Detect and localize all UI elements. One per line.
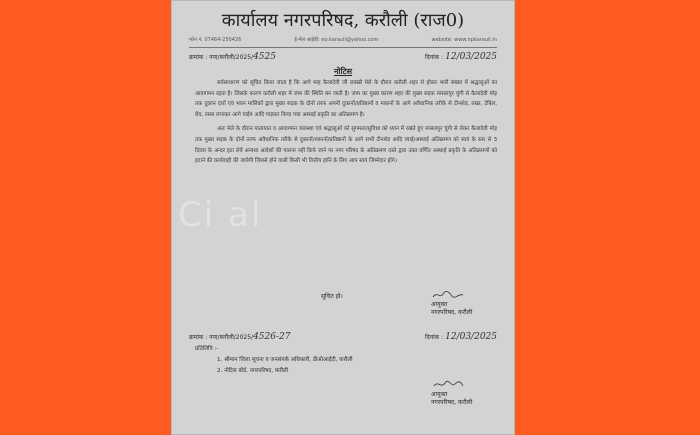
date-label-2: दिनांक :	[425, 334, 444, 341]
reference-date	[425, 52, 497, 62]
notice-title: नोटिस	[333, 67, 353, 76]
reference-value: 4525	[253, 52, 276, 62]
copy-to-item: 2. नोटिस बोर्ड, नगरपरिषद, करौली	[217, 368, 289, 374]
body-paragraph: अतः मेले के दौरान यातायात व आवागमन व्यवस्था एवं श्रद्धालुओं को सुगमता/सुविधा को ध्यान में रखते हुए मासलपुर चुंगी से लेकर कैलादेवी मोड़ तक मुख्य सड़क के दोनों तरफ अवैधानिक तरीके से दुकानों/मकानों/प्रतिष्ठानों के आगे सभी टीनशेड आदि व्याई/अस्थाई अतिक्रमण को स्वयं के स्तर से 3 दिवस के अन्दर हटा लेवें अन्यथा आदेशों की पालना नहीं किये जाने पर नगर परिषद के अतिक्रमण दस्ते द्वारा उक्त वर्णित अस्थाई प्रकृति के अतिक्रमणों को हटाने की कार्यवाही की जायेगी जिससे होने वाली किसी भी वित्तीय हानि के लिए आप स्वयं जिम्मेदार होंगे।	[195, 126, 497, 165]
office-title: कार्यालय नगरपरिषद, करौली (राज0)	[221, 10, 465, 31]
reference-number	[189, 52, 276, 62]
reference-label: क्रमांक : नपा/करौली/2025/	[189, 54, 254, 61]
date-value-2: 12/03/2025	[445, 332, 497, 342]
signature-title: आयुक्त	[431, 301, 448, 308]
signature-office: नगरपरिषद, करौली	[431, 309, 473, 316]
reference-value-2: 4526-27	[253, 332, 291, 342]
signature-title-2: आयुक्त	[431, 391, 448, 398]
signature-icon	[431, 290, 465, 300]
contact-row	[189, 37, 497, 48]
watermark: Ci al	[178, 195, 263, 235]
thanks-text: सूचित हो।	[321, 293, 343, 300]
reference-number-2	[189, 332, 290, 342]
website-text: website: www.npkarauli.in	[431, 37, 497, 43]
signature-block	[431, 290, 472, 316]
reference-row	[189, 49, 497, 65]
signature-office-2: नगरपरिषद, करौली	[431, 399, 473, 406]
phone-text: फोन नं. 07464-250426	[189, 37, 242, 43]
signature-block-2	[431, 380, 472, 406]
body-paragraph: सर्वसाधारण को सूचित किया जाता है कि आगे माह कैलादेवी जी लक्खी मेले के दौरान करौली शहर से होकर भारी संख्या में श्रद्धालुओं का आवागमन रहता है। जिसके कारण करौली शहर में जाम की स्थिति बन जाती है। जाम का मुख्य कारण शहर की मुख्य सड़क मासलपुर चुंगी से कैलादेवी मोड़ तक दुकान दारों एवं भवन मालिकों द्वारा मुख्य सड़क के दोनों तरफ अपनी दुकानों/प्रतिष्ठानों व मकानों के आगे अवैधानिक तरीके से टीनशेड, तख्त, टेबिल, बेंच, रस्सा लगाकर आगे पाईप आदि गाड़कर किया गया अस्थाई प्रकृति का अतिक्रमण है।	[195, 80, 497, 118]
copy-to-block	[195, 344, 353, 377]
reference-date-2	[425, 332, 497, 342]
email-text: ई-मेल आईडी: eo.karauli@yahoo.com	[294, 37, 379, 43]
date-label: दिनांक :	[425, 54, 444, 61]
signature-icon	[431, 380, 465, 390]
reference-row-2	[189, 330, 497, 344]
notice-body	[195, 78, 497, 171]
copy-to-label: प्रतिलिपि :-	[195, 346, 219, 352]
copy-to-item: 1. श्रीमान जिला सूचना व जनसंपर्क अधिकारी, डीओआईटी, करौली	[217, 357, 353, 363]
reference-label-2: क्रमांक : नपा/करौली/2025/	[189, 334, 254, 341]
date-value: 12/03/2025	[445, 52, 497, 62]
